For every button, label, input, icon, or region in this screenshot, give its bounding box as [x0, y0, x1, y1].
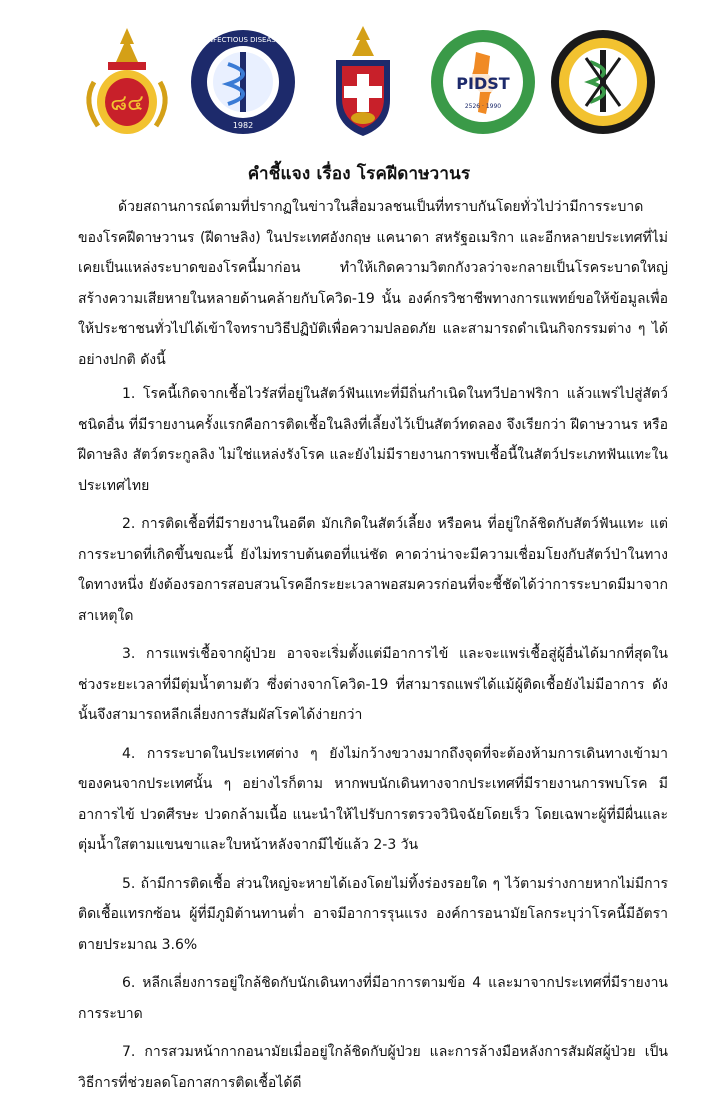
list-item: 7. การสวมหน้ากากอนามัยเมื่ออยู่ใกล้ชิดกับผู้ป่วย และการล้างมือหลังการสัมผัสผู้ป่วย เป็นวิธีการที่ช่วยลดโอกาสการติดเชื้อได้ดี [78, 1044, 668, 1091]
medical-association-logo [548, 22, 658, 142]
red-cross-shield-logo [308, 22, 418, 142]
list-item: 6. หลีกเลี่ยงการอยู่ใกล้ชิดกับนักเดินทางที่มีอาการตามข้อ 4 และมาจากประเทศที่มีรายงานการระบาด [78, 975, 668, 1022]
logo-row [0, 22, 718, 142]
document-body [78, 192, 668, 1106]
svg-text:1982: 1982 [232, 121, 254, 130]
svg-text:๘๔: ๘๔ [110, 91, 144, 116]
list-item: 3. การแพร่เชื้อจากผู้ป่วย อาจจะเริ่มตั้งแต่มีอาการไข้ และจะแพร่เชื้อสู่ผู้อื่นได้มากที่สุดในช่วงระยะเวลาที่มีตุ่มน้ำตามตัว ซึ่งต่างจากโควิด-19 ที่สามารถแพร่ได้แม้ผู้ติดเชื้อยังไม่มีอาการ ดังนั้นจึงสามารถหลีกเลี่ยงการสัมผัสโรคได้ง่ายกว่า [78, 646, 668, 723]
thai-royal-emblem-logo [72, 22, 182, 142]
list-item: 4. การระบาดในประเทศต่าง ๆ ยังไม่กว้างขวางมากถึงจุดที่จะต้องห้ามการเดินทางเข้ามาของคนจากประเทศนั้น ๆ อย่างไรก็ตาม หากพบนักเดินทางจากประเทศที่มีรายงานการพบโรค มีอาการไข้ ปวดศีรษะ ปวดกล้ามเนื้อ แนะนำให้ไปรับการตรวจวินิจฉัยโดยเร็ว โดยเฉพาะผู้ที่มีผื่นและตุ่มน้ำใสตามแขนขาและใบหน้าหลังจากมีไข้แล้ว 2-3 วัน [78, 745, 668, 853]
list-item: 1. โรคนี้เกิดจากเชื้อไวรัสที่อยู่ในสัตว์ฟันแทะที่มีถิ่นกำเนิดในทวีปอาฟริกา แล้วแพร่ไปสู่สัตว์ชนิดอื่น ที่มีรายงานครั้งแรกคือการติดเชื้อในลิงที่เลี้ยงไว้เป็นสัตว์ทดลอง จึงเรียกว่า ฝีดาษวานร หรือฝีดาษลิง สัตว์ตระกูลลิง ไม่ใช่แหล่งรังโรค และยังไม่มีรายงานการพบเชื้อนี้ในสัตว์ประเภทฟันแทะในประเทศไทย [78, 386, 668, 494]
list-item: 5. ถ้ามีการติดเชื้อ ส่วนใหญ่จะหายได้เองโดยไม่ทิ้งร่องรอยใด ๆ ไว้ตามร่างกายหากไม่มีการติดเชื้อแทรกซ้อน ผู้ที่มีภูมิต้านทานต่ำ อาจมีอาการรุนแรง องค์การอนามัยโลกระบุว่าโรคนี้มีอัตราตายประมาณ 3.6% [78, 875, 668, 953]
list-item: 2. การติดเชื้อที่มีรายงานในอดีต มักเกิดในสัตว์เลี้ยง หรือคน ที่อยู่ใกล้ชิดกับสัตว์ฟันแทะ แต่การระบาดที่เกิดขึ้นขณะนี้ ยังไม่ทราบต้นตอที่แน่ชัด คาดว่าน่าจะมีความเชื่อมโยงกับสัตว์ป่าในทางใดทางหนึ่ง ยังต้องรอการสอบสวนโรคอีกระยะเวลาพอสมควรก่อนที่จะชี้ชัดได้ว่าการระบาดมีมาจากสาเหตุใด [78, 516, 668, 624]
svg-text:2526 · 1990: 2526 · 1990 [464, 103, 502, 110]
pidst-logo-text: PIDST [456, 74, 510, 93]
pidst-logo [428, 22, 538, 142]
intro-paragraph: ด้วยสถานการณ์ตามที่ปรากฏในข่าวในสื่อมวลชนเป็นที่ทราบกันโดยทั่วไปว่ามีการระบาดของโรคฝีดาษวานร (ฝีดาษลิง) ในประเทศอังกฤษ แคนาดา สหรัฐอเมริกา และอีกหลายประเทศที่ไม่เคยเป็นแหล่งระบาดของโรคนี้มาก่อน ทำให้เกิดความวิตกกังวลว่าจะกลายเป็นโรคระบาดใหญ่ สร้างความเสียหายในหลายด้านคล้ายกับโควิด-19 นั้น องค์กรวิชาชีพทางการแพทย์ขอให้ข้อมูลเพื่อให้ประชาชนทั่วไปได้เข้าใจทราบวิธีปฏิบัติเพื่อความปลอดภัย และสามารถดำเนินกิจกรรมต่าง ๆ ได้อย่างปกติ ดังนี้ [78, 199, 668, 368]
page-title: คำชี้แจง เรื่อง โรคฝีดาษวานร [247, 164, 471, 184]
svg-text:INFECTIOUS DISEASE: INFECTIOUS DISEASE [205, 36, 281, 44]
infectious-disease-association-logo [188, 22, 298, 142]
